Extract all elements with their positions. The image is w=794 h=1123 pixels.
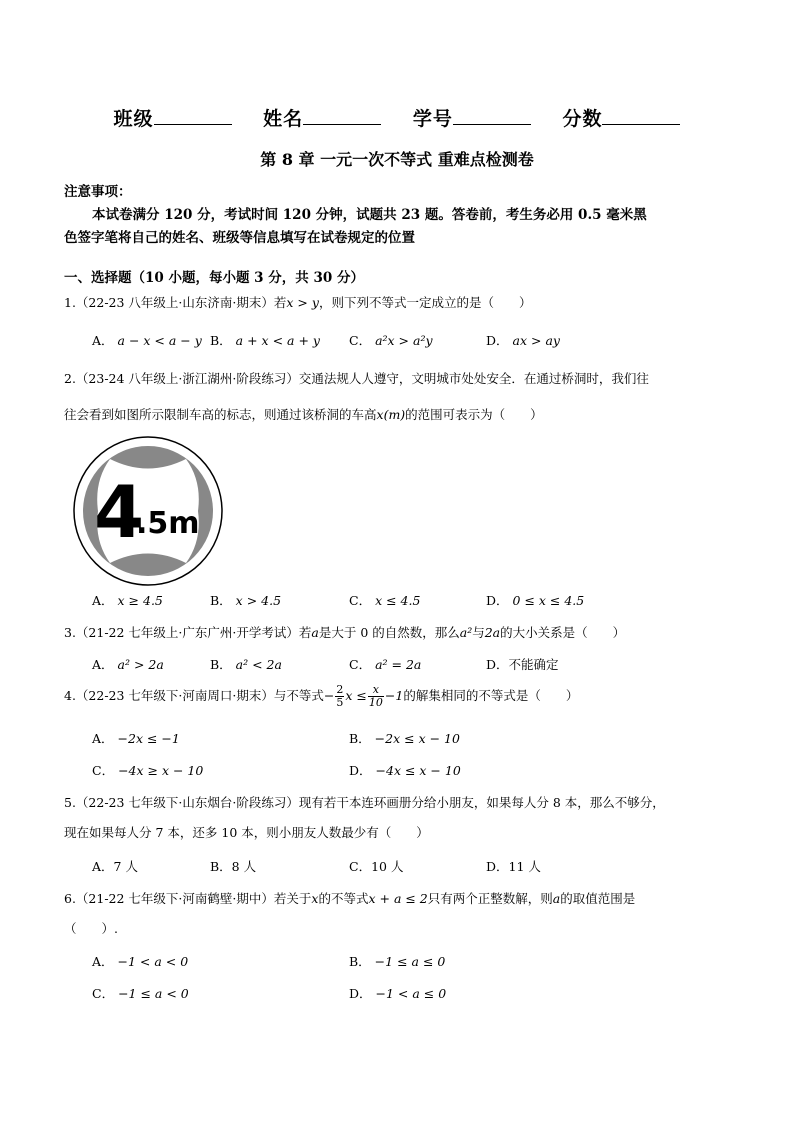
question-4-option-b[interactable]: B． −2x ≤ x − 10 — [349, 731, 460, 746]
question-4-option-c[interactable]: C． −4x ≥ x − 10 — [92, 763, 204, 778]
question-3-option-d[interactable]: D．不能确定 — [486, 657, 559, 672]
notice-heading: 注意事项： — [64, 184, 132, 200]
question-2-option-c[interactable]: C． x ≤ 4.5 — [349, 593, 421, 608]
fraction-two-fifths: $\frac{2}{5}$ — [336, 683, 344, 709]
class-field: 班级 — [114, 104, 232, 131]
student-info-header — [0, 104, 794, 131]
class-blank[interactable] — [154, 106, 232, 125]
question-4-stem: 4.（22-23 七年级下·河南周口·期末）与不等式− $\frac{2}{5}$ x ≤ $\frac{x}{10}$ −1的解集相同的不等式是（ ） — [64, 683, 579, 709]
question-3-option-a[interactable]: A． a² > 2a — [92, 657, 164, 672]
question-3-stem: 3.（21-22 七年级上·广东广州·开学考试）若a是大于 0 的自然数，那么a²与2a的大小关系是（ ） — [64, 625, 626, 640]
student-id-field: 学号 — [413, 104, 531, 131]
question-1-option-c[interactable]: C． a²x > a²y — [349, 333, 433, 348]
question-1-stem: 1.（22-23 八年级上·山东济南·期末）若x > y，则下列不等式一定成立的是（ ） — [64, 295, 532, 310]
student-id-blank[interactable] — [453, 106, 531, 125]
question-3-option-c[interactable]: C． a² = 2a — [349, 657, 422, 672]
score-blank[interactable] — [602, 106, 680, 125]
question-5-option-d[interactable]: D．11 人 — [486, 859, 541, 874]
section-heading: 一、选择题（10 小题，每小题 3 分，共 30 分） — [64, 270, 364, 286]
question-2-option-d[interactable]: D． 0 ≤ x ≤ 4.5 — [486, 593, 585, 608]
question-2-stem-line-1: 2.（23-24 八年级上·浙江湖州·阶段练习）交通法规人人遵守，文明城市处处安全．在通过桥洞时，我们往 — [64, 371, 649, 386]
fraction-x-over-ten: $\frac{x}{10}$ — [368, 683, 383, 709]
question-1-option-b[interactable]: B． a + x < a + y — [210, 333, 320, 348]
question-2-option-a[interactable]: A． x ≥ 4.5 — [92, 593, 163, 608]
question-5-stem-line-2: 现在如果每人分 7 本，还多 10 本，则小朋友人数最少有（ ） — [64, 825, 429, 840]
sign-value-suffix: .5m — [136, 506, 200, 541]
question-6-option-a[interactable]: A． −1 < a < 0 — [92, 954, 189, 969]
question-3-option-b[interactable]: B． a² < 2a — [210, 657, 282, 672]
question-6-stem-line-1: 6.（21-22 七年级下·河南鹤壁·期中）若关于x的不等式x + a ≤ 2只有两个正整数解，则a的取值范围是 — [64, 891, 636, 906]
question-2-option-b[interactable]: B． x > 4.5 — [210, 593, 282, 608]
question-6-option-b[interactable]: B． −1 ≤ a ≤ 0 — [349, 954, 446, 969]
name-blank[interactable] — [303, 106, 381, 125]
notice-line-2: 色签字笔将自己的姓名、班级等信息填写在试卷规定的位置 — [64, 230, 415, 246]
question-5-option-c[interactable]: C．10 人 — [349, 859, 404, 874]
question-5-option-b[interactable]: B．8 人 — [210, 859, 257, 874]
name-field: 姓名 — [263, 104, 381, 131]
question-1-option-a[interactable]: A． a − x < a − y — [92, 333, 202, 348]
question-6-stem-line-2: （ ）. — [64, 921, 118, 936]
page-title: 第 8 章 一元一次不等式 重难点检测卷 — [260, 150, 534, 169]
sign-value-digit: 4 — [94, 470, 145, 554]
question-5-stem-line-1: 5.（22-23 七年级下·山东烟台·阶段练习）现有若干本连环画册分给小朋友，如果每人分 8 本，那么不够分， — [64, 795, 665, 810]
question-4-option-d[interactable]: D． −4x ≤ x − 10 — [349, 763, 461, 778]
question-2-stem-line-2: 往会看到如图所示限制车高的标志，则通过该桥洞的车高x(m)的范围可表示为（ ） — [64, 407, 543, 422]
score-field: 分数 — [562, 104, 680, 131]
question-6-option-d[interactable]: D． −1 < a ≤ 0 — [349, 986, 447, 1001]
question-4-option-a[interactable]: A． −2x ≤ −1 — [92, 731, 180, 746]
notice-line-1: 本试卷满分 120 分，考试时间 120 分钟，试题共 23 题。答卷前，考生务必用 0.5 毫米黑 — [92, 207, 647, 223]
question-5-option-a[interactable]: A．7 人 — [92, 859, 138, 874]
height-limit-sign-image — [70, 433, 226, 589]
question-1-option-d[interactable]: D． ax > ay — [486, 333, 560, 348]
question-6-option-c[interactable]: C． −1 ≤ a < 0 — [92, 986, 189, 1001]
